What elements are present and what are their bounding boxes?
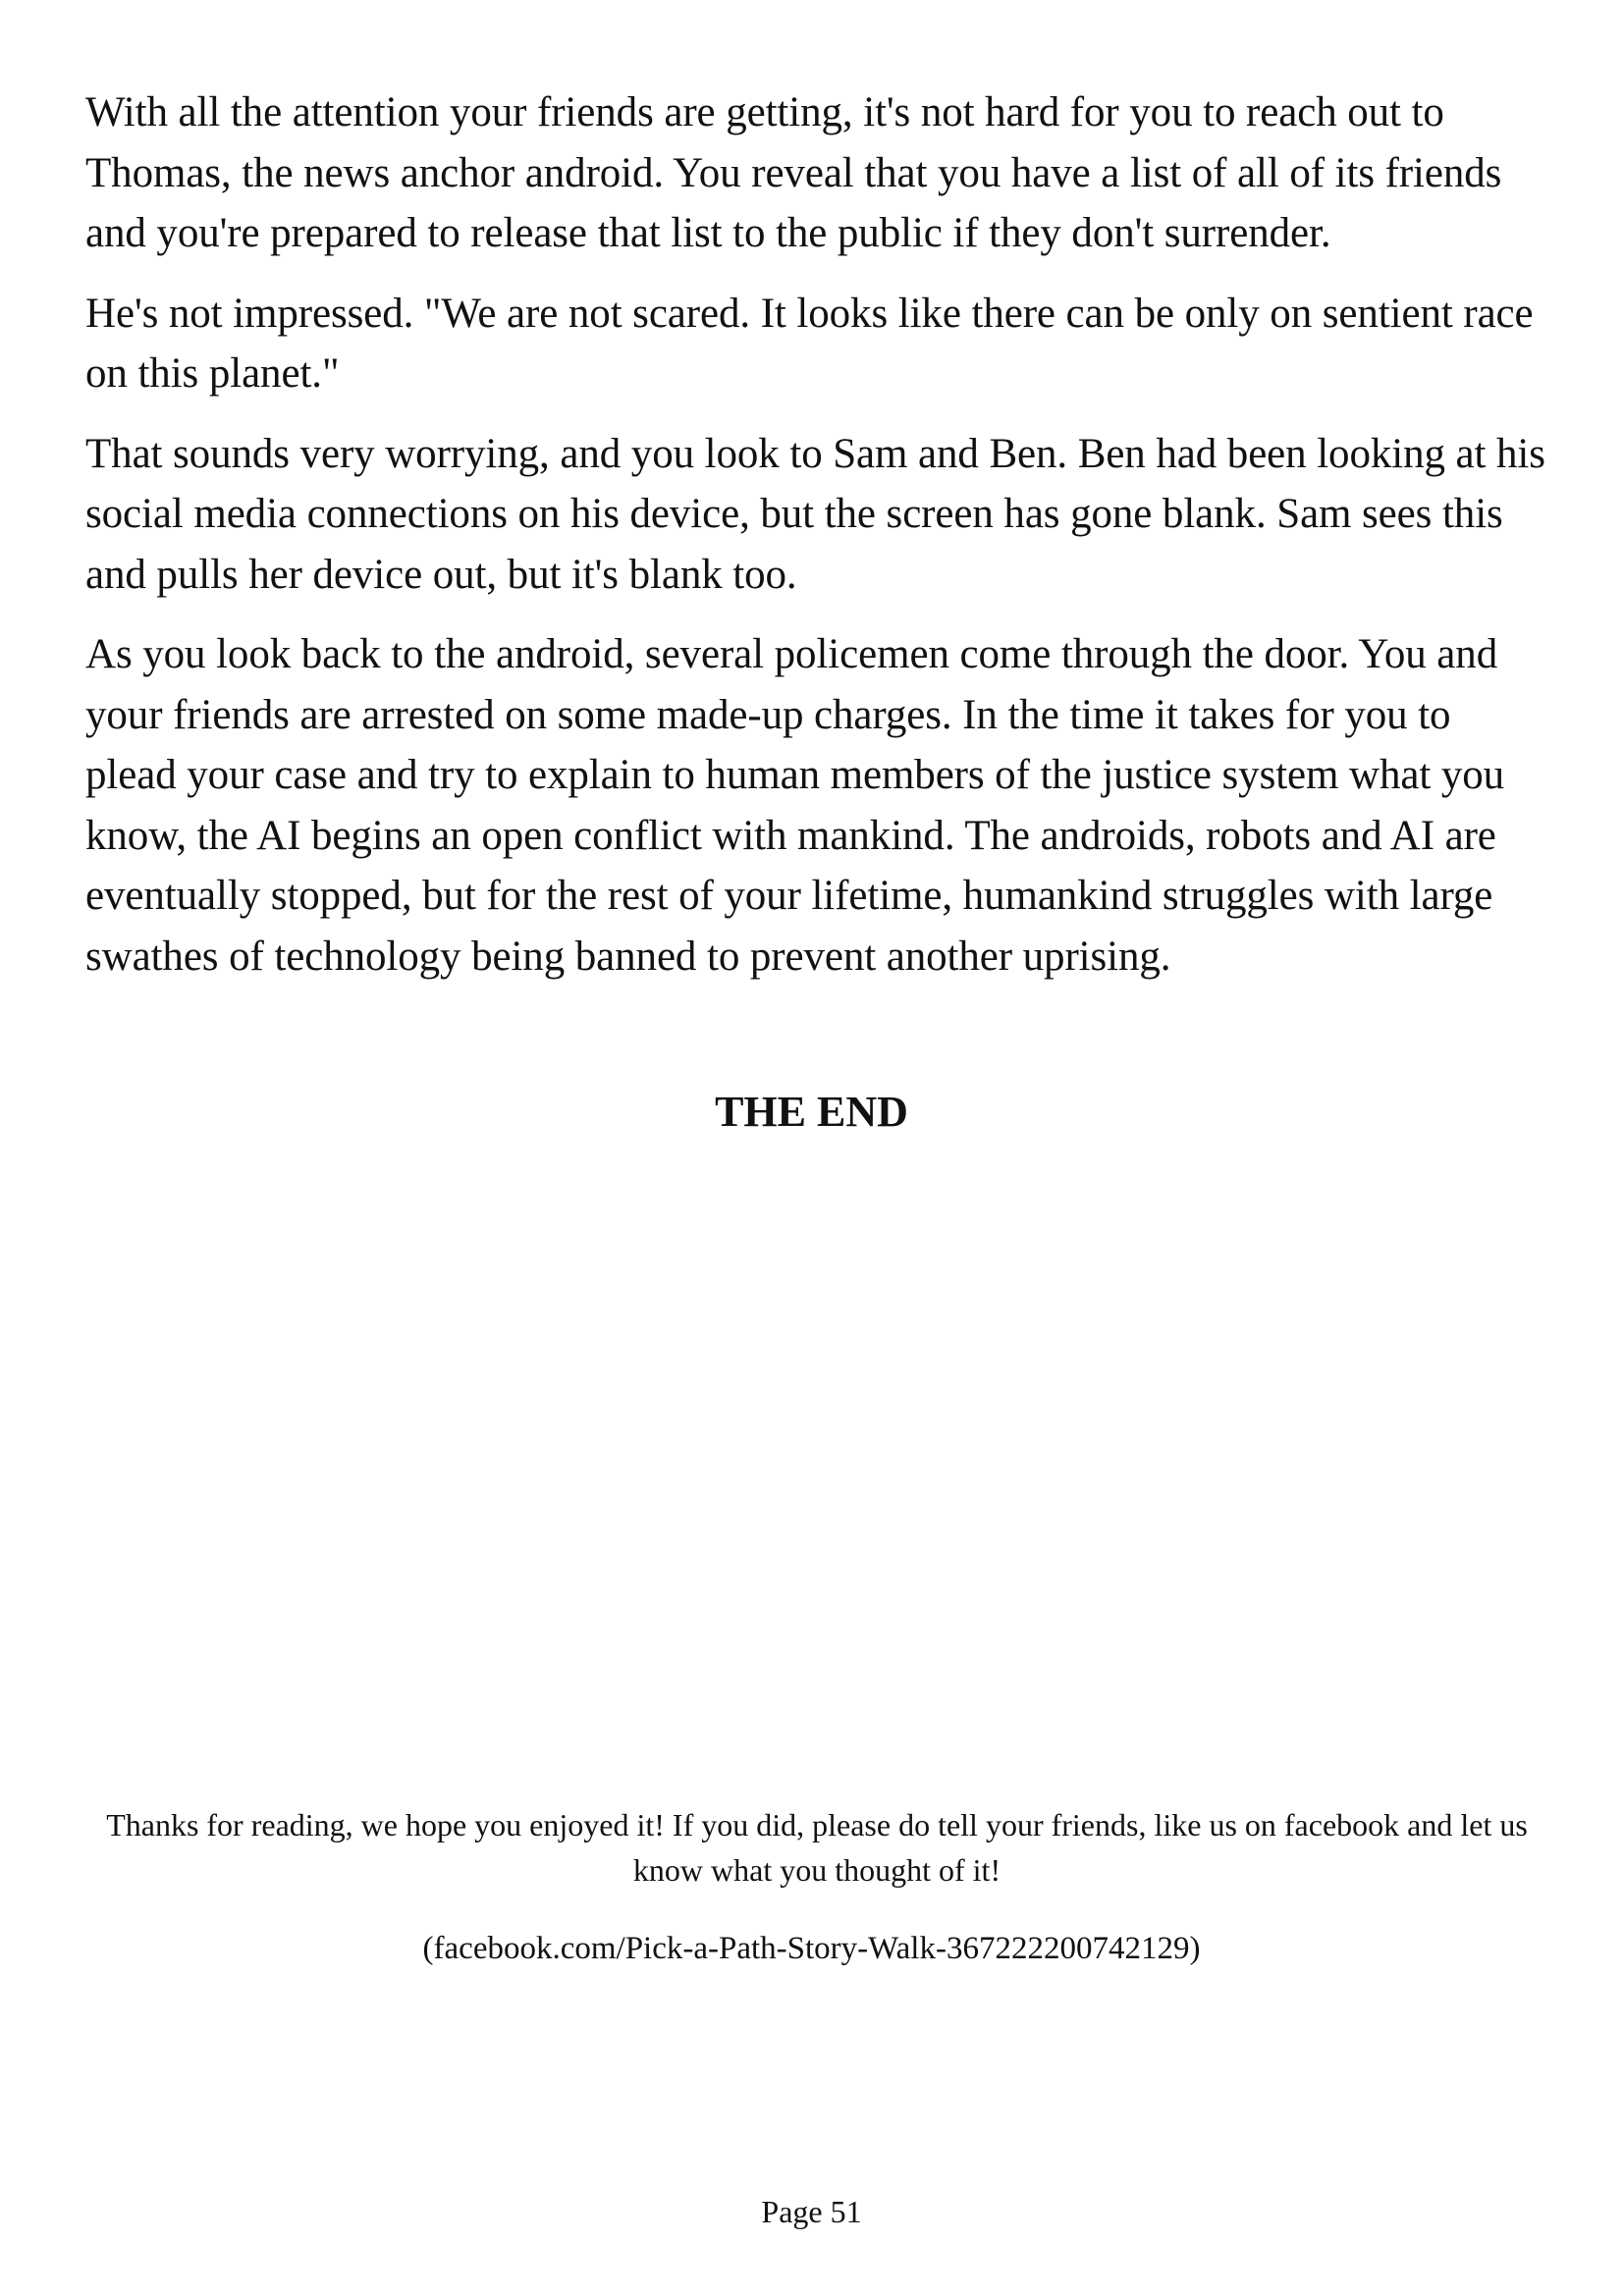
story-paragraph-1: With all the attention your friends are getting, it's not hard for you to reach out to Thomas, the news anchor android. You reveal that you have a list of all of its friends and you're prepared to release that list to the public if they don't surrender. — [85, 89, 1502, 256]
story-paragraph-4: As you look back to the android, several policemen come through the door. You and your friends are arrested on some made-up charges. In the time it takes for you to plead your case and try to explain to human members of the justice system what you know, the AI begins an open conflict with mankind. The androids, robots and AI are eventually stopped, but for the rest of your lifetime, humankind struggles with large swathes of technology being banned to prevent another uprising. — [85, 631, 1505, 980]
story-paragraph-2: He's not impressed. "We are not scared. It looks like there can be only on sentient race on this planet." — [85, 290, 1534, 397]
facebook-link: (facebook.com/Pick-a-Path-Story-Walk-367222200742129) — [422, 1931, 1201, 1966]
thanks-message: Thanks for reading, we hope you enjoyed it! If you did, please do tell your friends, like us on facebook and let us know what you thought of it! — [106, 1807, 1528, 1888]
story-paragraph-3: That sounds very worrying, and you look to Sam and Ben. Ben had been looking at his social media connections on his device, but the screen has gone blank. Sam sees this and pulls her device out, but it's blank too. — [85, 430, 1545, 598]
story-body — [85, 82, 1548, 1006]
page-number: Page 51 — [761, 2194, 862, 2229]
the-end-heading: THE END — [715, 1088, 908, 1136]
